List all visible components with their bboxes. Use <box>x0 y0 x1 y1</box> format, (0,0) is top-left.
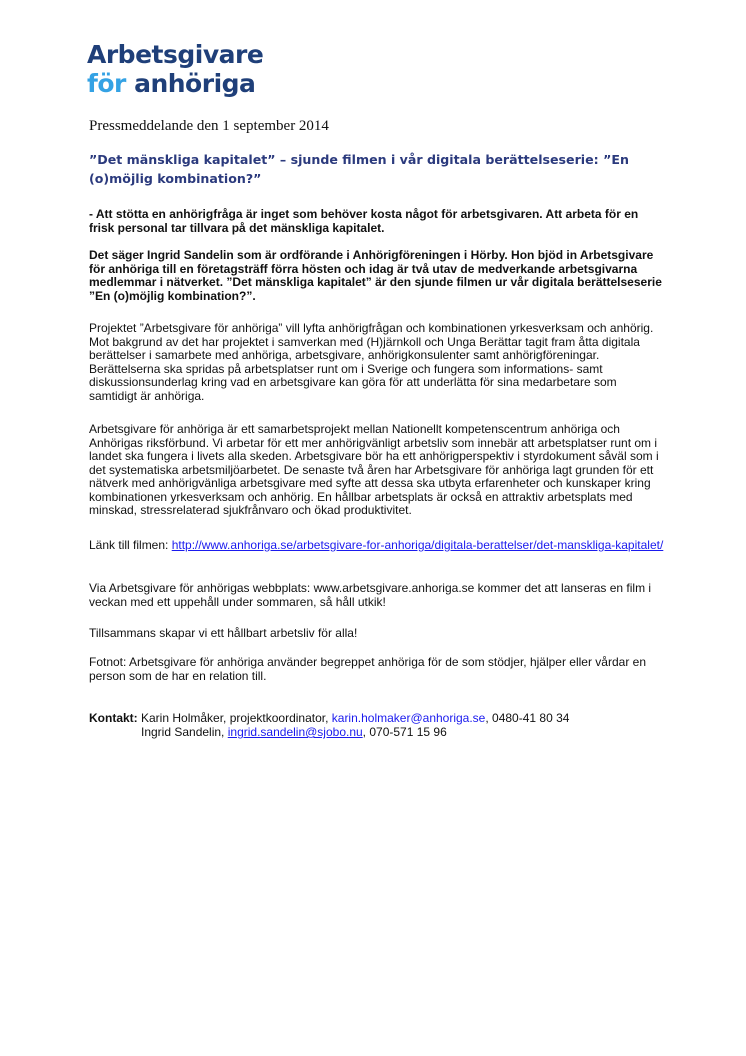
contact-block <box>89 711 569 739</box>
lead-paragraph-quote: - Att stötta en anhörigfråga är inget som behöver kosta något för arbetsgivaren. Att arbeta för en frisk personal tar tillvara på det mänskliga kapitalet. <box>89 207 639 235</box>
press-release-date: Pressmeddelande den 1 september 2014 <box>89 118 329 134</box>
contact-row-2 <box>89 725 569 739</box>
lead-paragraph-context: Det säger Ingrid Sandelin som är ordförande i Anhörigföreningen i Hörby. Hon bjöd in Arbetsgivare för anhöriga till en företagsträff förra hösten och idag är två utav de medverkande arbetsgivarna medlemmar i nätverket. ”Det mänskliga kapitalet” är den sjunde filmen ur vår digitala berättelseserie ”En (o)möjlig kombination?”. <box>89 248 662 303</box>
body-paragraph-collaboration: Arbetsgivare för anhöriga är ett samarbetsprojekt mellan Nationellt kompetenscentrum anhöriga och Anhörigas riksförbund. Vi arbetar för ett mer anhörigvänligt arbetsliv som innebär att arbetsplatser runt om i landet ska fungera i livets alla skeden. Arbetsgivare bör ha ett anhörigperspektiv i styrdokument såväl som i det systematiska arbetsmiljöarbetet. De senaste två åren har Arbetsgivare för anhöriga lagt grunden för ett nätverk med anhörigvänliga arbetsgivare med syfte att dessa ska utbyta erfarenheter och kunskaper kring kombinationen yrkesverksam och anhörig. En hållbar arbetsplats är också en attraktiv arbetsplats med minskad, stressrelaterad sjukfrånvaro och ökad produktivitet. <box>89 422 659 517</box>
press-release-headline: ”Det mänskliga kapitalet” – sjunde filmen i vår digitala berättelseserie: ”En (o)möjlig kombination?” <box>89 152 629 186</box>
contact-1-email-link[interactable]: karin.holmaker@anhoriga.se <box>331 711 486 725</box>
organization-logo <box>87 40 263 98</box>
contact-row-1 <box>89 711 569 725</box>
contact-1-name: Karin Holmåker, projektkoordinator, <box>137 711 332 725</box>
body-paragraph-website: Via Arbetsgivare för anhörigas webbplats: www.arbetsgivare.anhoriga.se kommer det att lanseras en film i veckan med ett uppehåll under sommaren, så håll utkik! <box>89 581 652 609</box>
logo-word-anhoriga: anhöriga <box>125 69 256 98</box>
contact-2-phone: , 070-571 15 96 <box>362 725 447 739</box>
contact-1-phone: , 0480-41 80 34 <box>485 711 570 725</box>
contact-2-email-link[interactable]: ingrid.sandelin@sjobo.nu <box>227 725 363 739</box>
film-link-label: Länk till filmen: <box>89 538 172 552</box>
footnote-paragraph: Fotnot: Arbetsgivare för anhöriga använder begreppet anhöriga för de som stödjer, hjälper eller vårdar en person som de har en relation till. <box>89 655 647 683</box>
logo-line-2 <box>87 69 263 98</box>
contact-2-name: Ingrid Sandelin, <box>141 725 228 739</box>
film-link[interactable]: http://www.anhoriga.se/arbetsgivare-for-anhoriga/digitala-berattelser/det-manskliga-kapitalet/ <box>171 538 664 552</box>
logo-word-for: för <box>87 69 126 98</box>
logo-line-1: Arbetsgivare <box>87 40 264 69</box>
body-paragraph-project: Projektet ”Arbetsgivare för anhöriga” vill lyfta anhörigfrågan och kombinationen yrkesverksam och anhörig. Mot bakgrund av det har projektet i samverkan med (H)järnkoll och Unga Berättar tagit fram åtta digitala berättelser i samarbete med anhöriga, arbetsgivare, anhörigkonsulenter samt anhörigföreningar. Berättelserna ska spridas på arbetsplatser runt om i Sverige och fungera som informations- samt diskussionsunderlag kring vad en arbetsgivare kan göra för att underlätta för sina medarbetare som samtidigt är anhöriga. <box>89 321 654 403</box>
film-link-paragraph <box>89 539 664 553</box>
contact-label: Kontakt: <box>89 711 138 725</box>
body-paragraph-slogan: Tillsammans skapar vi ett hållbart arbetsliv för alla! <box>89 626 358 640</box>
